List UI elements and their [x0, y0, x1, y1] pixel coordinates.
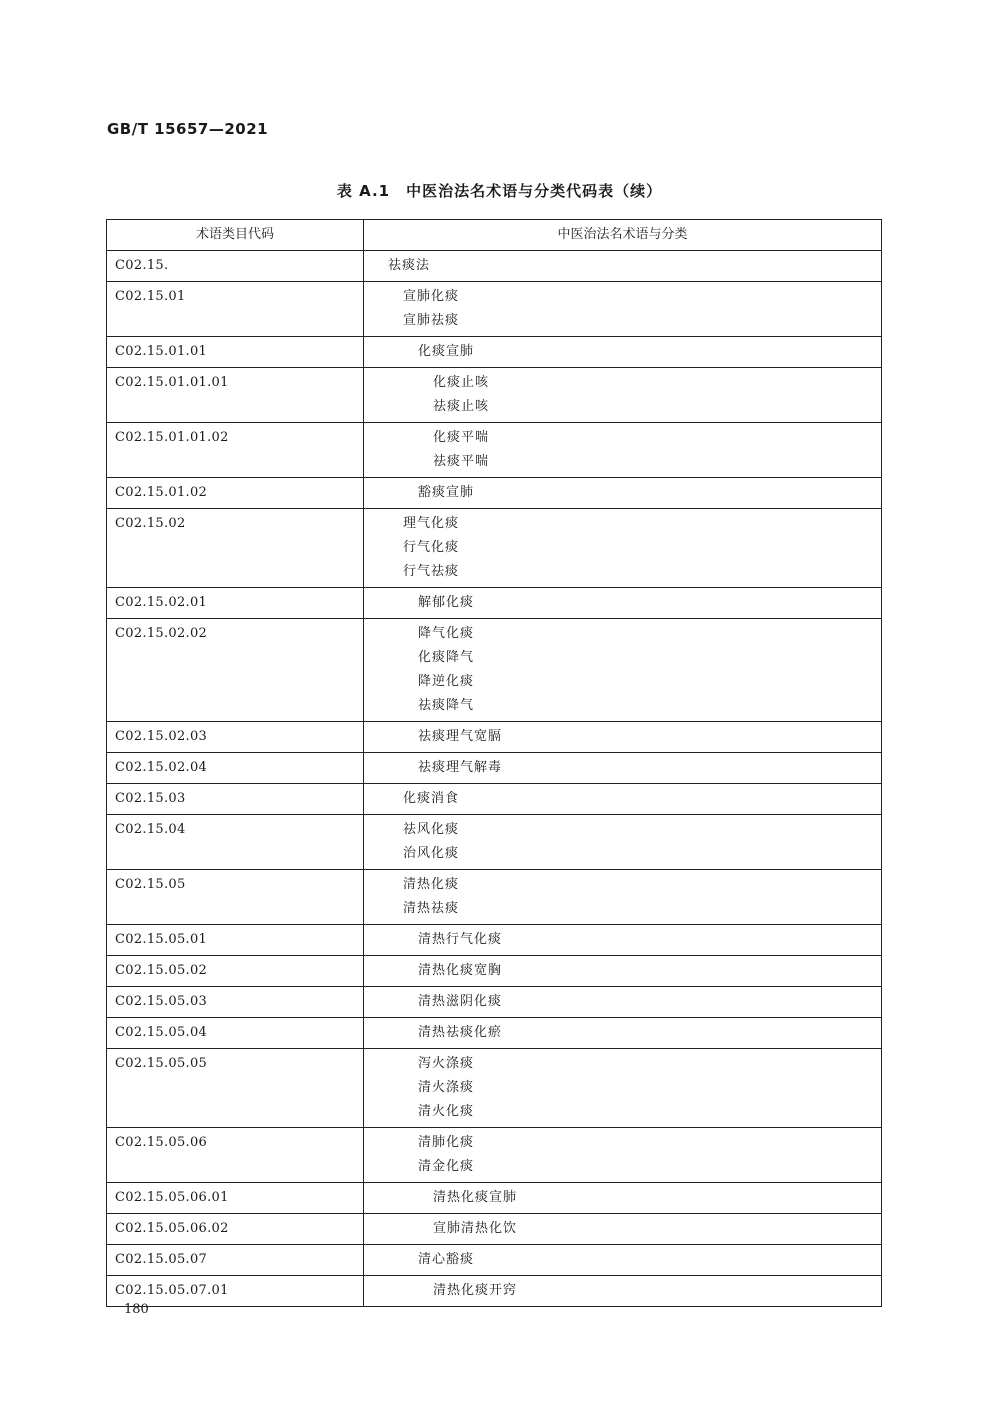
table-row — [107, 368, 882, 423]
table-row — [107, 1276, 882, 1307]
term-text: 泻火涤痰 — [418, 1056, 475, 1071]
row-code: C02.15. — [107, 251, 364, 282]
row-terms — [364, 423, 882, 478]
row-code: C02.15.05 — [107, 870, 364, 925]
row-code: C02.15.01.01.02 — [107, 423, 364, 478]
row-code: C02.15.05.06.02 — [107, 1214, 364, 1245]
table-row — [107, 588, 882, 619]
term-text: 化痰宣肺 — [418, 344, 475, 359]
term-text: 清热化痰宣肺 — [433, 1190, 518, 1205]
term-text: 清火化痰 — [418, 1104, 475, 1119]
row-code: C02.15.02.01 — [107, 588, 364, 619]
table-row — [107, 722, 882, 753]
term-text: 清心豁痰 — [418, 1252, 475, 1267]
row-code: C02.15.02 — [107, 509, 364, 588]
row-code: C02.15.05.07.01 — [107, 1276, 364, 1307]
term-text: 行气祛痰 — [403, 564, 460, 579]
row-code: C02.15.05.07 — [107, 1245, 364, 1276]
term-text: 化痰平喘 — [433, 430, 490, 445]
term-text: 祛痰平喘 — [433, 454, 490, 469]
term-text: 祛风化痰 — [403, 822, 460, 837]
row-terms — [364, 956, 882, 987]
row-code: C02.15.03 — [107, 784, 364, 815]
row-terms — [364, 509, 882, 588]
table-row — [107, 1214, 882, 1245]
row-terms — [364, 1128, 882, 1183]
table-title: 表 A.1 中医治法名术语与分类代码表（续） — [336, 182, 663, 200]
row-terms — [364, 1214, 882, 1245]
table-row — [107, 815, 882, 870]
row-code: C02.15.02.03 — [107, 722, 364, 753]
term-text: 治风化痰 — [403, 846, 460, 861]
term-text: 清热化痰开窍 — [433, 1283, 518, 1298]
term-text: 宣肺化痰 — [403, 289, 460, 304]
term-text: 清热行气化痰 — [418, 932, 503, 947]
table-row — [107, 1183, 882, 1214]
row-terms — [364, 282, 882, 337]
table-row — [107, 925, 882, 956]
row-code: C02.15.01.01.01 — [107, 368, 364, 423]
row-terms — [364, 1183, 882, 1214]
header-code: 术语类目代码 — [107, 220, 364, 251]
table-row — [107, 870, 882, 925]
term-text: 清热祛痰 — [403, 901, 460, 916]
table-row — [107, 956, 882, 987]
row-terms — [364, 1018, 882, 1049]
term-text: 清热祛痰化瘀 — [418, 1025, 503, 1040]
row-code: C02.15.05.06 — [107, 1128, 364, 1183]
row-code: C02.15.04 — [107, 815, 364, 870]
table-row — [107, 1128, 882, 1183]
row-terms — [364, 925, 882, 956]
table-row — [107, 423, 882, 478]
row-code: C02.15.05.02 — [107, 956, 364, 987]
term-text: 清热化痰宽胸 — [418, 963, 503, 978]
table-row — [107, 619, 882, 722]
row-terms — [364, 1245, 882, 1276]
term-text: 化痰止咳 — [433, 375, 490, 390]
term-text: 清肺化痰 — [418, 1135, 475, 1150]
row-code: C02.15.05.06.01 — [107, 1183, 364, 1214]
page-number: 180 — [124, 1302, 149, 1317]
row-terms — [364, 1049, 882, 1128]
row-terms — [364, 815, 882, 870]
term-text: 祛痰理气解毒 — [418, 760, 503, 775]
table-row — [107, 1018, 882, 1049]
row-code: C02.15.01 — [107, 282, 364, 337]
term-text: 解郁化痰 — [418, 595, 475, 610]
row-terms — [364, 987, 882, 1018]
row-code: C02.15.05.01 — [107, 925, 364, 956]
term-text: 祛痰理气宽膈 — [418, 729, 503, 744]
row-code: C02.15.01.02 — [107, 478, 364, 509]
term-text: 宣肺清热化饮 — [433, 1221, 518, 1236]
row-terms — [364, 588, 882, 619]
term-text: 清热滋阴化痰 — [418, 994, 503, 1009]
row-terms — [364, 368, 882, 423]
term-text: 理气化痰 — [403, 516, 460, 531]
term-text: 清火涤痰 — [418, 1080, 475, 1095]
table-row — [107, 753, 882, 784]
row-code: C02.15.01.01 — [107, 337, 364, 368]
header-term: 中医治法名术语与分类 — [364, 220, 882, 251]
table-row — [107, 1245, 882, 1276]
row-code: C02.15.05.05 — [107, 1049, 364, 1128]
table-row — [107, 337, 882, 368]
table-row — [107, 282, 882, 337]
standard-code: GB/T 15657—2021 — [107, 120, 269, 138]
row-terms — [364, 251, 882, 282]
term-text: 豁痰宣肺 — [418, 485, 475, 500]
term-text: 化痰消食 — [403, 791, 460, 806]
terms-table — [106, 219, 882, 1307]
row-terms — [364, 784, 882, 815]
term-text: 清金化痰 — [418, 1159, 475, 1174]
term-text: 化痰降气 — [418, 650, 475, 665]
table-row — [107, 478, 882, 509]
row-terms — [364, 478, 882, 509]
row-terms — [364, 870, 882, 925]
term-text: 祛痰止咳 — [433, 399, 490, 414]
term-text: 降气化痰 — [418, 626, 475, 641]
term-text: 祛痰法 — [388, 258, 431, 273]
table-row — [107, 987, 882, 1018]
row-terms — [364, 619, 882, 722]
term-text: 祛痰降气 — [418, 698, 475, 713]
table-row — [107, 251, 882, 282]
row-terms — [364, 337, 882, 368]
row-code: C02.15.05.03 — [107, 987, 364, 1018]
row-code: C02.15.05.04 — [107, 1018, 364, 1049]
term-text: 宣肺祛痰 — [403, 313, 460, 328]
table-row — [107, 1049, 882, 1128]
row-terms — [364, 1276, 882, 1307]
row-code: C02.15.02.04 — [107, 753, 364, 784]
term-text: 行气化痰 — [403, 540, 460, 555]
row-terms — [364, 753, 882, 784]
term-text: 清热化痰 — [403, 877, 460, 892]
row-code: C02.15.02.02 — [107, 619, 364, 722]
row-terms — [364, 722, 882, 753]
term-text: 降逆化痰 — [418, 674, 475, 689]
table-row — [107, 784, 882, 815]
table-body — [107, 251, 882, 1307]
table-row — [107, 509, 882, 588]
table-header-row — [107, 220, 882, 251]
